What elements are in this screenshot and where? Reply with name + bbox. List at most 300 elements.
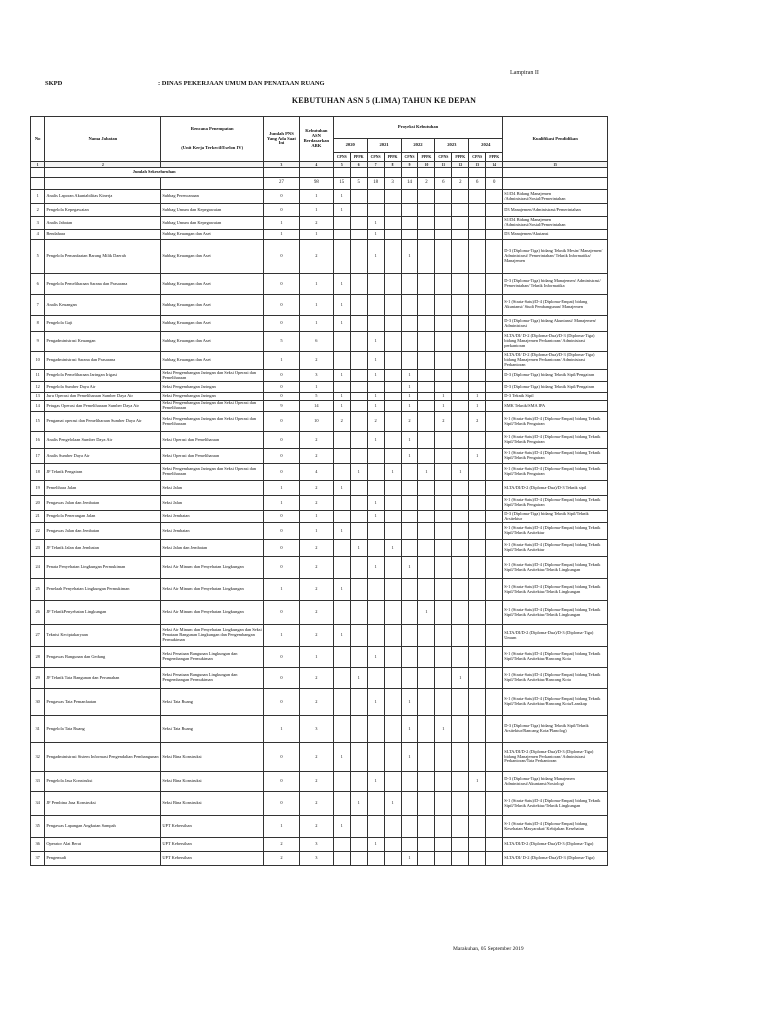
row-proyeksi-cell <box>350 579 367 601</box>
row-kebutuhan: 1 <box>299 190 333 204</box>
row-no: 10 <box>31 352 45 370</box>
row-proyeksi-cell: 1 <box>367 401 384 412</box>
row-proyeksi-cell <box>435 772 452 792</box>
row-unit-kerja: Subbag Keuangan dan Aset <box>161 352 264 370</box>
row-jumlah-pns: 0 <box>263 689 299 716</box>
row-jumlah-pns: 1 <box>263 716 299 743</box>
row-proyeksi-cell <box>333 449 350 464</box>
row-proyeksi-cell <box>384 449 401 464</box>
row-proyeksi-cell <box>486 579 503 601</box>
table-row <box>31 190 608 204</box>
total-cell: 14 <box>401 178 418 190</box>
row-unit-kerja: Seksi Operasi dan Pemeliharaan <box>161 449 264 464</box>
row-kebutuhan: 3 <box>299 838 333 852</box>
row-unit-kerja: Seksi Air Minum dan Penyehatan Lingkungan <box>161 579 264 601</box>
row-kebutuhan: 2 <box>299 792 333 816</box>
row-nama-jabatan: Pengelola Sumber Daya Air <box>45 382 161 393</box>
row-proyeksi-cell <box>333 496 350 511</box>
row-jumlah-pns: 0 <box>263 647 299 668</box>
row-kualifikasi: S-1 (Strata-Satu)/D-4 (Diploma-Empat) bidang Kesehatan Masyarakat/ Kebijakan Kesehatan <box>503 816 608 838</box>
row-kualifikasi: SLTA/DI/D-2 (Diploma-Dua)/D-3 (Diploma-Tiga) <box>503 838 608 852</box>
row-nama-jabatan: Pengelola Pemeliharaan Sarana dan Prasarana <box>45 274 161 295</box>
row-kualifikasi: S-1 (Strata-Satu)/D-4 (Diploma-Empat) bidang Teknik Sipil/Teknik Arsitektur/Teknik Lingkungan <box>503 579 608 601</box>
row-proyeksi-cell <box>469 382 486 393</box>
row-proyeksi-cell: 1 <box>333 401 350 412</box>
row-nama-jabatan: Analis Pengelolaan Sumber Daya Air <box>45 432 161 449</box>
row-proyeksi-cell <box>486 523 503 540</box>
row-proyeksi-cell <box>333 601 350 625</box>
row-proyeksi-cell <box>367 579 384 601</box>
row-proyeksi-cell <box>486 230 503 240</box>
row-kebutuhan: 2 <box>299 601 333 625</box>
row-kebutuhan: 2 <box>299 481 333 496</box>
total-cell: 18 <box>367 178 384 190</box>
row-unit-kerja: Subbag Keuangan dan Aset <box>161 240 264 274</box>
jumlah-spacer <box>486 168 503 178</box>
row-kebutuhan: 1 <box>299 511 333 523</box>
row-proyeksi-cell <box>384 579 401 601</box>
row-proyeksi-cell <box>367 523 384 540</box>
row-kebutuhan: 2 <box>299 743 333 772</box>
row-proyeksi-cell <box>384 316 401 332</box>
row-proyeksi-cell <box>486 393 503 401</box>
row-nama-jabatan: Pengadministrasi Keuangan <box>45 332 161 352</box>
row-proyeksi-cell <box>418 401 435 412</box>
row-proyeksi-cell: 1 <box>333 393 350 401</box>
row-nama-jabatan: Pengemudi <box>45 852 161 866</box>
row-proyeksi-cell <box>469 689 486 716</box>
row-proyeksi-cell <box>486 240 503 274</box>
row-nama-jabatan: Operator Alat Berat <box>45 838 161 852</box>
table-row <box>31 816 608 838</box>
row-kebutuhan: 2 <box>299 668 333 689</box>
jumlah-spacer <box>469 168 486 178</box>
row-proyeksi-cell: 1 <box>469 393 486 401</box>
row-jumlah-pns: 0 <box>263 668 299 689</box>
row-proyeksi-cell <box>401 601 418 625</box>
row-jumlah-pns: 2 <box>263 838 299 852</box>
row-proyeksi-cell <box>435 743 452 772</box>
row-proyeksi-cell <box>384 668 401 689</box>
row-proyeksi-cell: 1 <box>401 401 418 412</box>
row-unit-kerja: Seksi Bina Konstruksi <box>161 743 264 772</box>
table-row <box>31 217 608 230</box>
row-proyeksi-cell <box>367 601 384 625</box>
row-proyeksi-cell <box>486 668 503 689</box>
row-unit-kerja: Seksi Pengembangan Jaringan dan Seksi Operasi dan Pemeliharaan <box>161 370 264 382</box>
row-proyeksi-cell <box>452 511 469 523</box>
row-jumlah-pns: 0 <box>263 772 299 792</box>
table-row <box>31 401 608 412</box>
row-proyeksi-cell <box>333 217 350 230</box>
row-nama-jabatan: Analis Keuangan <box>45 295 161 316</box>
row-proyeksi-cell <box>350 743 367 772</box>
row-proyeksi-cell <box>384 772 401 792</box>
row-proyeksi-cell: 1 <box>333 370 350 382</box>
kebutuhan-table <box>30 116 608 866</box>
row-proyeksi-cell: 1 <box>384 464 401 481</box>
row-proyeksi-cell <box>469 274 486 295</box>
row-proyeksi-cell <box>401 274 418 295</box>
row-proyeksi-cell <box>452 274 469 295</box>
row-jumlah-pns: 0 <box>263 316 299 332</box>
row-proyeksi-cell: 1 <box>367 496 384 511</box>
row-unit-kerja: Seksi Pengembangan Jaringan <box>161 393 264 401</box>
row-proyeksi-cell <box>333 772 350 792</box>
row-proyeksi-cell <box>469 816 486 838</box>
row-proyeksi-cell <box>350 432 367 449</box>
row-proyeksi-cell: 1 <box>333 743 350 772</box>
row-proyeksi-cell <box>333 557 350 579</box>
row-no: 23 <box>31 540 45 557</box>
row-no: 24 <box>31 557 45 579</box>
row-proyeksi-cell <box>469 601 486 625</box>
header-proyeksi: Proyeksi Kebutuhan <box>333 117 502 139</box>
row-proyeksi-cell <box>350 523 367 540</box>
row-jumlah-pns: 0 <box>263 449 299 464</box>
row-proyeksi-cell <box>418 481 435 496</box>
row-proyeksi-cell <box>350 382 367 393</box>
row-jumlah-pns: 5 <box>263 332 299 352</box>
row-proyeksi-cell: 1 <box>401 689 418 716</box>
row-proyeksi-cell <box>435 464 452 481</box>
row-proyeksi-cell <box>418 792 435 816</box>
row-proyeksi-cell <box>350 689 367 716</box>
row-proyeksi-cell <box>486 217 503 230</box>
row-proyeksi-cell <box>486 743 503 772</box>
row-proyeksi-cell <box>350 772 367 792</box>
row-unit-kerja: Seksi Jalan dan Jembatan <box>161 540 264 557</box>
row-no: 30 <box>31 689 45 716</box>
row-proyeksi-cell <box>486 838 503 852</box>
header-year: 2024 <box>469 139 503 153</box>
row-proyeksi-cell <box>350 190 367 204</box>
row-jumlah-pns: 0 <box>263 393 299 401</box>
row-proyeksi-cell <box>452 352 469 370</box>
row-proyeksi-cell <box>401 217 418 230</box>
row-unit-kerja: Seksi Pengembangan Jaringan <box>161 382 264 393</box>
row-kualifikasi: SLTA/DI/ D-2 (Diploma-Dua)/D-3 (Diploma-Tiga) bidang Manajemen Perkantoran/ Administrasi perkantoran <box>503 332 608 352</box>
row-proyeksi-cell <box>333 511 350 523</box>
row-no: 25 <box>31 579 45 601</box>
table-row <box>31 716 608 743</box>
row-proyeksi-cell <box>418 370 435 382</box>
row-no: 33 <box>31 772 45 792</box>
row-proyeksi-cell: 1 <box>333 579 350 601</box>
index-cell: 1 <box>31 162 45 168</box>
row-proyeksi-cell <box>435 668 452 689</box>
row-proyeksi-cell <box>367 295 384 316</box>
table-row <box>31 295 608 316</box>
row-proyeksi-cell <box>333 716 350 743</box>
row-nama-jabatan: Pengelola Kepegawaian <box>45 204 161 217</box>
row-proyeksi-cell <box>401 464 418 481</box>
row-proyeksi-cell <box>486 481 503 496</box>
row-proyeksi-cell <box>452 332 469 352</box>
row-proyeksi-cell <box>384 557 401 579</box>
row-unit-kerja: Seksi Penataan Bangunan Lingkungan dan Pengembangan Permukiman <box>161 668 264 689</box>
row-unit-kerja: Seksi Tata Ruang <box>161 689 264 716</box>
row-proyeksi-cell <box>350 557 367 579</box>
row-proyeksi-cell <box>333 230 350 240</box>
row-proyeksi-cell <box>367 716 384 743</box>
table-row <box>31 852 608 866</box>
row-proyeksi-cell <box>486 295 503 316</box>
row-proyeksi-cell: 2 <box>435 412 452 432</box>
row-proyeksi-cell <box>452 772 469 792</box>
row-proyeksi-cell <box>435 274 452 295</box>
row-proyeksi-cell <box>469 838 486 852</box>
row-jumlah-pns: 0 <box>263 792 299 816</box>
row-proyeksi-cell <box>384 295 401 316</box>
row-proyeksi-cell <box>435 816 452 838</box>
row-unit-kerja: Subbag Umum dan Kepegawaian <box>161 204 264 217</box>
row-proyeksi-cell: 1 <box>401 852 418 866</box>
row-proyeksi-cell <box>435 511 452 523</box>
row-no: 4 <box>31 230 45 240</box>
header-year: 2021 <box>367 139 401 153</box>
header-no: No <box>31 117 45 162</box>
row-unit-kerja: Seksi Tata Ruang <box>161 716 264 743</box>
row-proyeksi-cell <box>418 647 435 668</box>
row-proyeksi-cell <box>350 601 367 625</box>
row-kualifikasi: S-1 (Strata-Satu)/D-4 (Diploma-Empat) bidang Teknik Sipil/Teknik Arsitektur <box>503 523 608 540</box>
row-proyeksi-cell: 1 <box>401 240 418 274</box>
row-proyeksi-cell <box>418 496 435 511</box>
row-proyeksi-cell <box>452 601 469 625</box>
row-proyeksi-cell <box>486 540 503 557</box>
row-no: 21 <box>31 511 45 523</box>
row-proyeksi-cell <box>452 316 469 332</box>
row-kebutuhan: 10 <box>299 412 333 432</box>
row-proyeksi-cell <box>418 625 435 647</box>
row-kualifikasi: D3 Manajemen/Administrasi/Pemerintahan <box>503 204 608 217</box>
row-kebutuhan: 2 <box>299 689 333 716</box>
header-cpns: CPNS <box>469 153 486 162</box>
total-cell: 6 <box>435 178 452 190</box>
row-proyeksi-cell <box>486 496 503 511</box>
row-nama-jabatan: Pengawas Tata Pemanfaatan <box>45 689 161 716</box>
row-proyeksi-cell <box>486 432 503 449</box>
row-proyeksi-cell <box>401 295 418 316</box>
index-cell: 11 <box>435 162 452 168</box>
row-nama-jabatan: JF TeknikPenyehatan Lingkungan <box>45 601 161 625</box>
row-proyeksi-cell <box>469 716 486 743</box>
row-jumlah-pns: 2 <box>263 852 299 866</box>
row-proyeksi-cell <box>350 316 367 332</box>
row-jumlah-pns: 0 <box>263 382 299 393</box>
row-jumlah-pns: 1 <box>263 816 299 838</box>
row-kebutuhan: 6 <box>299 332 333 352</box>
row-jumlah-pns: 0 <box>263 523 299 540</box>
row-proyeksi-cell <box>418 772 435 792</box>
table-row <box>31 230 608 240</box>
row-kebutuhan: 2 <box>299 540 333 557</box>
header-rencana-title: Rencana Penempatan <box>190 126 234 132</box>
header-cpns: CPNS <box>367 153 384 162</box>
row-proyeksi-cell <box>350 217 367 230</box>
row-proyeksi-cell <box>384 838 401 852</box>
row-proyeksi-cell: 1 <box>367 370 384 382</box>
table-row <box>31 772 608 792</box>
row-unit-kerja: Subbag Keuangan dan Aset <box>161 316 264 332</box>
row-nama-jabatan: Pengawas Lapangan Angkutan Sampah <box>45 816 161 838</box>
table-row <box>31 316 608 332</box>
row-kebutuhan: 2 <box>299 625 333 647</box>
row-proyeksi-cell <box>452 852 469 866</box>
row-proyeksi-cell: 1 <box>350 540 367 557</box>
row-kualifikasi: SLTA/DI/D-2 (Diploma-Dua)/D-3 (Diploma-Tiga) Umum <box>503 625 608 647</box>
row-proyeksi-cell <box>384 217 401 230</box>
row-jumlah-pns: 0 <box>263 190 299 204</box>
row-no: 20 <box>31 496 45 511</box>
row-no: 15 <box>31 412 45 432</box>
row-proyeksi-cell: 1 <box>367 230 384 240</box>
header-nama-jabatan: Nama Jabatan <box>45 117 161 162</box>
header-cpns: CPNS <box>401 153 418 162</box>
row-unit-kerja: Seksi Jembatan <box>161 523 264 540</box>
total-cell: 2 <box>418 178 435 190</box>
jumlah-spacer <box>350 168 367 178</box>
row-kualifikasi: SLTA/DI/D-2 (Diploma-Dua)/D-3 (Diploma-Tiga) bidang Manajemen Perkantoran/ Administrasi Perkantoran/Tata Perkantoran <box>503 743 608 772</box>
row-proyeksi-cell <box>469 432 486 449</box>
index-cell: 13 <box>469 162 486 168</box>
row-unit-kerja: UPT Kebersihan <box>161 852 264 866</box>
row-proyeksi-cell <box>350 393 367 401</box>
row-proyeksi-cell <box>486 772 503 792</box>
totals-spacer <box>503 178 608 190</box>
row-kualifikasi: S-1 (Strata-Satu)/D-4 (Diploma-Empat) bidang Teknik Sipil/Teknik Arsitektur/Rancang Kota <box>503 647 608 668</box>
row-nama-jabatan: Analis Laporan Akuntabilitas Kinerja <box>45 190 161 204</box>
row-unit-kerja: Seksi Jalan <box>161 481 264 496</box>
row-proyeksi-cell <box>418 393 435 401</box>
row-proyeksi-cell: 1 <box>452 668 469 689</box>
row-proyeksi-cell <box>486 316 503 332</box>
row-proyeksi-cell: 1 <box>367 332 384 352</box>
row-kualifikasi: S-1 (Strata-Satu)/D-4 (Diploma-Empat) bidang Teknik Sipil/Teknik Arsitektur <box>503 540 608 557</box>
row-proyeksi-cell <box>401 316 418 332</box>
row-proyeksi-cell <box>401 523 418 540</box>
header-kualifikasi: Kualifikasi Pendidikan <box>503 117 608 162</box>
row-proyeksi-cell <box>435 838 452 852</box>
row-proyeksi-cell <box>469 743 486 772</box>
header-pppk: PPPK <box>452 153 469 162</box>
row-proyeksi-cell <box>435 190 452 204</box>
row-proyeksi-cell <box>452 382 469 393</box>
jumlah-spacer <box>384 168 401 178</box>
row-no: 22 <box>31 523 45 540</box>
row-nama-jabatan: Pengelola Gaji <box>45 316 161 332</box>
header-jumlah-pns: Jumlah PNS Yang Ada Saat Ini <box>263 117 299 162</box>
row-kualifikasi: D-3 (Diploma-Tiga) bidang Akuntansi/ Manajemen/ Administrasi <box>503 316 608 332</box>
row-proyeksi-cell <box>350 370 367 382</box>
row-proyeksi-cell <box>452 401 469 412</box>
row-kualifikasi: S-1 (Strata-Satu)/D-4 (Diploma-Empat) bidang Teknik Sipil/Teknik Pengairan <box>503 464 608 481</box>
row-proyeksi-cell <box>333 240 350 274</box>
row-proyeksi-cell <box>469 204 486 217</box>
row-proyeksi-cell <box>384 204 401 217</box>
row-kualifikasi: S-1 (Strata-Satu)/D-4 (Diploma-Empat) bidang Teknik Sipil/Teknik Pengairan <box>503 449 608 464</box>
row-nama-jabatan: Teknisi Keciptakaryaan <box>45 625 161 647</box>
row-nama-jabatan: Pengelola Jasa Konstruksi <box>45 772 161 792</box>
row-no: 28 <box>31 647 45 668</box>
row-proyeksi-cell <box>384 240 401 274</box>
row-proyeksi-cell: 1 <box>401 432 418 449</box>
row-proyeksi-cell <box>486 689 503 716</box>
row-proyeksi-cell <box>350 852 367 866</box>
table-row <box>31 689 608 716</box>
row-proyeksi-cell <box>452 295 469 316</box>
row-proyeksi-cell <box>452 743 469 772</box>
row-proyeksi-cell <box>469 332 486 352</box>
index-cell: 6 <box>350 162 367 168</box>
row-proyeksi-cell: 1 <box>333 295 350 316</box>
page-title: KEBUTUHAN ASN 5 (LIMA) TAHUN KE DEPAN <box>291 96 477 105</box>
row-proyeksi-cell <box>367 274 384 295</box>
row-proyeksi-cell <box>333 689 350 716</box>
row-proyeksi-cell <box>401 772 418 792</box>
row-proyeksi-cell <box>418 332 435 352</box>
row-kualifikasi: SMK Teknik/SMA IPA <box>503 401 608 412</box>
row-kualifikasi: SLTA/DI/ D-2 (Diploma-Dua)/D-3 (Diploma-Tiga) <box>503 852 608 866</box>
row-proyeksi-cell <box>435 332 452 352</box>
row-proyeksi-cell <box>384 393 401 401</box>
row-kebutuhan: 1 <box>299 295 333 316</box>
row-jumlah-pns: 1 <box>263 230 299 240</box>
row-proyeksi-cell <box>452 481 469 496</box>
row-proyeksi-cell <box>418 557 435 579</box>
header-pppk: PPPK <box>384 153 401 162</box>
row-unit-kerja: Seksi Pengembangan Jaringan dan Seksi Operasi dan Pemeliharaan <box>161 412 264 432</box>
row-proyeksi-cell <box>401 838 418 852</box>
row-no: 9 <box>31 332 45 352</box>
row-proyeksi-cell <box>384 511 401 523</box>
table-row <box>31 240 608 274</box>
row-proyeksi-cell <box>435 432 452 449</box>
row-proyeksi-cell <box>469 230 486 240</box>
footer-place-date: Marakuhan, 05 September 2019 <box>453 946 524 952</box>
header-pppk: PPPK <box>486 153 503 162</box>
row-proyeksi-cell <box>418 240 435 274</box>
row-proyeksi-cell: 1 <box>350 668 367 689</box>
row-no: 5 <box>31 240 45 274</box>
row-proyeksi-cell <box>452 190 469 204</box>
row-proyeksi-cell: 1 <box>367 647 384 668</box>
row-proyeksi-cell <box>384 689 401 716</box>
row-kualifikasi: S-1 (Strata-Satu)/D-4 (Diploma-Empat) bidang Teknik Sipil/Teknik Pengairan <box>503 412 608 432</box>
row-kualifikasi: S-1 (Strata-Satu)/D-4 (Diploma-Empat) bidang Teknik Sipil/Teknik Pengairan <box>503 496 608 511</box>
total-cell: 2 <box>452 178 469 190</box>
row-proyeksi-cell <box>384 382 401 393</box>
row-proyeksi-cell <box>384 352 401 370</box>
row-proyeksi-cell <box>350 511 367 523</box>
row-proyeksi-cell <box>486 332 503 352</box>
row-proyeksi-cell: 1 <box>367 217 384 230</box>
row-nama-jabatan: Pemelihara Jalan <box>45 481 161 496</box>
row-proyeksi-cell <box>469 625 486 647</box>
dinas-name: : DINAS PEKERJAAN UMUM DAN PENATAAN RUANG <box>158 80 325 87</box>
row-proyeksi-cell <box>418 217 435 230</box>
table-row <box>31 496 608 511</box>
row-proyeksi-cell <box>435 352 452 370</box>
row-proyeksi-cell <box>418 743 435 772</box>
row-nama-jabatan: Analis Jabatan <box>45 217 161 230</box>
row-proyeksi-cell <box>452 217 469 230</box>
jumlah-label: Jumlah Sekeseluruhan <box>45 168 264 178</box>
row-proyeksi-cell <box>486 816 503 838</box>
row-proyeksi-cell <box>384 274 401 295</box>
row-nama-jabatan: Pengawas Bangunan dan Gedung <box>45 647 161 668</box>
